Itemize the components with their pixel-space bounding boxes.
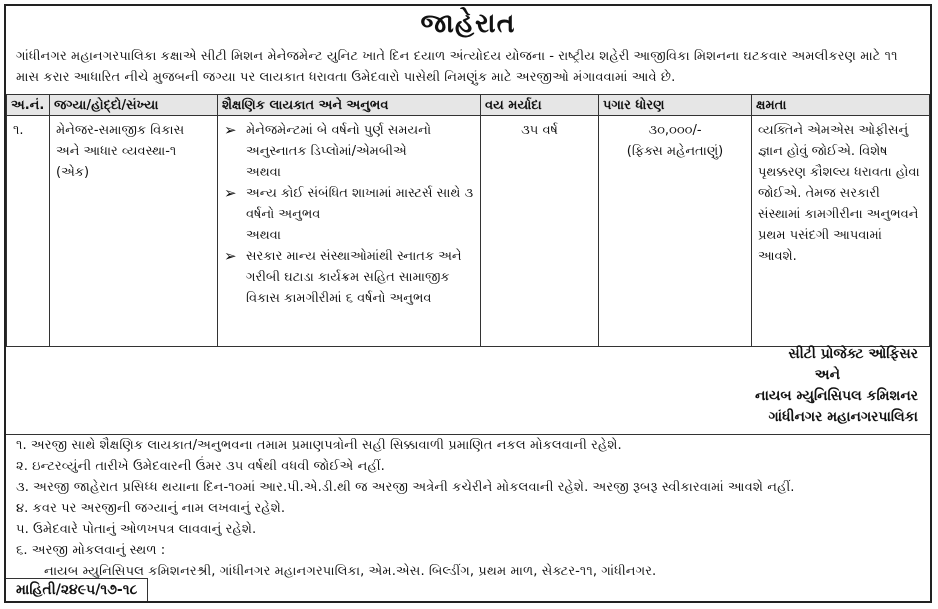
intro-paragraph: ગાંધીનગર મહાનગરપાલિકા કક્ષાએ સીટી મિશન મેનેજમેન્ટ યુનિટ ખાતે દિન દયાળ અંત્યોદય યોજના - રાષ્ટ્રીય શહેરી આજીવિકા મિશનના ઘટકવાર અમલીકરણ માટે ૧૧ માસ કરાર આધારિત નીચે મુજબની જગ્યા પર લાયકાત ધરાવતા ઉમેદવારો પાસેથી નિમણુંક માટે અરજીઓ મંગાવવામાં આવે છે. (16, 49, 898, 85)
table-header-row (7, 95, 930, 116)
col-post: જગ્યા/હોદ્દો/સંખ્યા (50, 95, 218, 116)
pay-note: (ફિક્સ મહેનતાણું) (626, 144, 724, 159)
signatory-block (755, 344, 918, 428)
cell-qualification (218, 116, 481, 347)
col-pay: પગાર ધોરણ (599, 95, 752, 116)
note-item: ૩. અરજી જાહેરાત પ્રસિધ્ધ થયાના દિન-૧૦માં આર.પી.એ.ડી.થી જ અરજી અત્રેની કચેરીને મોકલવાની રહેશે. અરજી રૂબરૂ સ્વીકારવામાં આવશે નહીં. (16, 480, 795, 495)
cell-ability: વ્યક્તિને એમએસ ઓફીસનું જ્ઞાન હોવું જોઈએ. વિશેષ પૃથક્કરણ કૌશલ્ય ધરાવતા હોવા જોઈએ. તેમજ સરકારી સંસ્થામાં કામગીરીના અનુભવને પ્રથમ પસંદગી આપવામાં આવશે. (752, 116, 930, 347)
table-row (7, 116, 930, 347)
qualification-text: સરકાર માન્ય સંસ્થાઓમાંથી સ્નાતક અને ગરીબી ઘટાડા કાર્યક્રમ સહિત સામાજીક વિકાસ કામગીરીમાં ૬ વર્ષનો અનુભવ (246, 249, 462, 306)
note-item: ૫. ઉમેદવારે પોતાનું ઓળખપત્ર લાવવાનું રહેશે. (16, 522, 257, 537)
signatory-line: અને (814, 367, 840, 383)
cell-post: મેનેજર-સમાજીક વિકાસ અને આધાર વ્યવસ્થા-૧ (એક) (50, 116, 218, 347)
qualification-list (224, 120, 474, 309)
notes-list (16, 435, 922, 582)
signatory-line: સીટી પ્રોજેક્ટ ઓફિસર (788, 346, 918, 362)
cell-age: ૩૫ વર્ષ (481, 116, 599, 347)
qualification-separator: અથવા (246, 228, 281, 243)
arrow-bullet-icon: ➢ (224, 247, 237, 265)
note-item: ૬. અરજી મોકલવાનું સ્થળ : (16, 543, 166, 558)
application-address: નાયબ મ્યુનિસિપલ કમિશનરશ્રી, ગાંધીનગર મહાનગરપાલિકા, એમ.એસ. બિલ્ડીંગ, પ્રથમ માળ, સેક્ટર-૧૧, ગાંધીનગર. (44, 564, 657, 579)
qualification-text: મેનેજમેન્ટમાં બે વર્ષનો પુર્ણ સમયનો અનુસ્નાતક ડિપ્લોમાં/એમબીએ (246, 123, 432, 159)
col-age: વય મર્યાદા (481, 95, 599, 116)
signatory-line: ગાંધીનગર મહાનગરપાલિકા (768, 409, 918, 425)
qualification-item (224, 183, 474, 246)
note-item: ૨. ઇન્ટરવ્યુંની તારીખે ઉમેદવારની ઉંમર ૩૫ વર્ષથી વધવી જોઈએ નહીં. (16, 459, 385, 474)
qualification-item (224, 120, 474, 183)
qualification-item (224, 246, 474, 309)
qualification-separator: અથવા (246, 165, 281, 180)
page-title: જાહેરાત (420, 8, 516, 39)
col-qualification: શૈક્ષણિક લાયકાત અને અનુભવ (218, 95, 481, 116)
vacancy-table (6, 94, 930, 347)
cell-sno: ૧. (7, 116, 50, 347)
arrow-bullet-icon: ➢ (224, 121, 237, 139)
qualification-text: અન્ય કોઈ સંબંધિત શાખામાં માસ્ટર્સ સાથે ૩ વર્ષનો અનુભવ (246, 186, 474, 222)
note-item: ૧. અરજી સાથે શૈક્ષણિક લાયકાત/અનુભવના તમામ પ્રમાણપત્રોની સહી સિક્કાવાળી પ્રમાણિત નકલ મોકલવાની રહેશે. (16, 438, 622, 453)
col-ability: ક્ષમતા (752, 95, 930, 116)
pay-amount: ૩૦,૦૦૦/- (648, 123, 702, 138)
note-item: ૪. કવર પર અરજીની જગ્યાનું નામ લખવાનું રહેશે. (16, 501, 286, 516)
cell-pay (599, 116, 752, 347)
col-sno: અ.નં. (7, 95, 50, 116)
signatory-line: નાયબ મ્યુનિસિપલ કમિશનર (755, 388, 918, 404)
advertisement (4, 4, 932, 603)
release-code: માહિતી/૨૪૯૫/૧૭-૧૮ (6, 578, 148, 601)
arrow-bullet-icon: ➢ (224, 184, 237, 202)
